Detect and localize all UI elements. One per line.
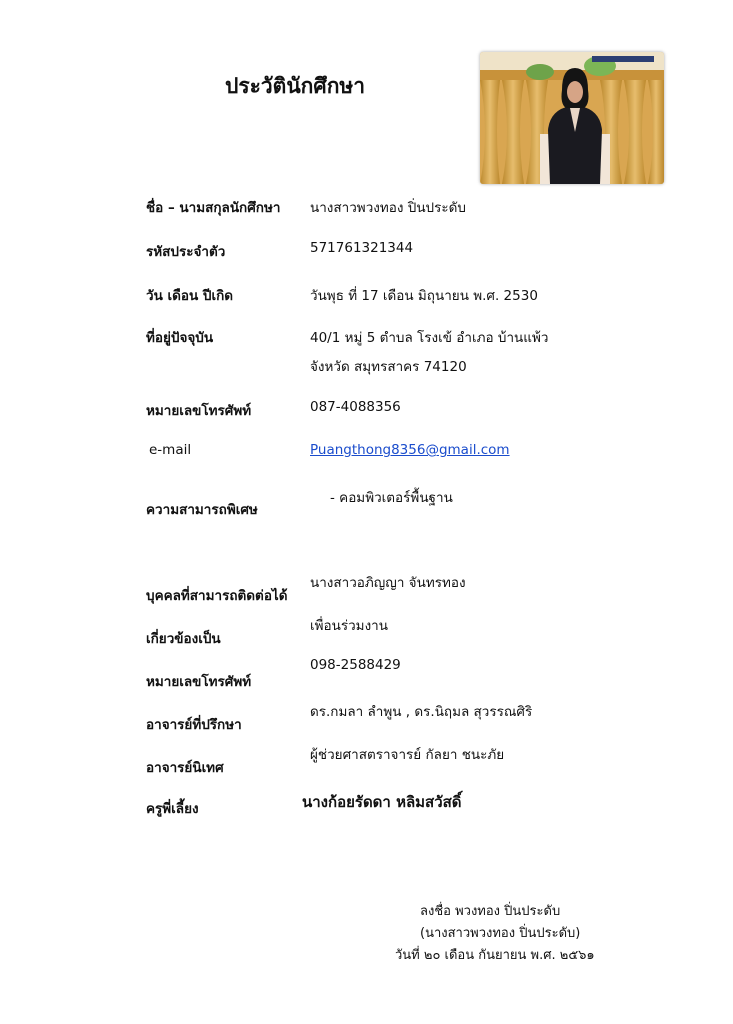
name-label: ชื่อ – นามสกุลนักศึกษา — [146, 200, 281, 216]
mentor-label: ครูพี่เลี้ยง — [146, 801, 199, 817]
advisor-label: อาจารย์ที่ปรึกษา — [146, 717, 242, 733]
supervisor-value: ผู้ช่วยศาสตราจารย์ กัลยา ชนะภัย — [310, 747, 505, 763]
contact-phone-label: หมายเลขโทรศัพท์ — [146, 674, 252, 690]
supervisor-label: อาจารย์นิเทศ — [146, 760, 224, 776]
signature-date: วันที่ ๒๐ เดือน กันยายน พ.ศ. ๒๕๖๑ — [395, 948, 595, 963]
address-line-2: จังหวัด สมุทรสาคร 74120 — [310, 359, 467, 375]
advisor-value: ดร.กมลา ลำพูน , ดร.นิฤมล สุวรรณศิริ — [310, 704, 533, 720]
page-title: ประวัตินักศึกษา — [225, 74, 366, 98]
special-skill-label: ความสามารถพิเศษ — [146, 502, 258, 518]
mentor-value: นางก้อยรัดดา หลิมสวัสดิ์ — [302, 793, 462, 811]
contact-phone-value: 098-2588429 — [310, 657, 401, 673]
contact-person-value: นางสาวอภิญญา จันทรทอง — [310, 575, 466, 591]
student-id-label: รหัสประจำตัว — [146, 244, 226, 260]
student-photo — [480, 52, 664, 184]
phone-value: 087-4088356 — [310, 399, 401, 415]
special-skill-value: - คอมพิวเตอร์พื้นฐาน — [330, 490, 453, 506]
email-label: e-mail — [149, 442, 192, 458]
phone-label: หมายเลขโทรศัพท์ — [146, 403, 252, 419]
contact-person-label: บุคคลที่สามารถติดต่อได้ — [146, 588, 288, 604]
email-link[interactable]: Puangthong8356@gmail.com — [310, 442, 510, 458]
address-label: ที่อยู่ปัจจุบัน — [146, 330, 214, 346]
birth-date-value: วันพุธ ที่ 17 เดือน มิถุนายน พ.ศ. 2530 — [310, 288, 538, 304]
name-value: นางสาวพวงทอง ปิ่นประดับ — [310, 200, 466, 216]
relation-value: เพื่อนร่วมงาน — [310, 618, 388, 634]
signature-name: (นางสาวพวงทอง ปิ่นประดับ) — [420, 926, 581, 941]
birth-date-label: วัน เดือน ปีเกิด — [146, 288, 234, 304]
relation-label: เกี่ยวข้องเป็น — [146, 631, 221, 647]
address-line-1: 40/1 หมู่ 5 ตำบล โรงเข้ อำเภอ บ้านแพ้ว — [310, 330, 549, 346]
signature-line: ลงชื่อ พวงทอง ปิ่นประดับ — [420, 904, 561, 919]
student-id-value: 571761321344 — [310, 240, 414, 256]
